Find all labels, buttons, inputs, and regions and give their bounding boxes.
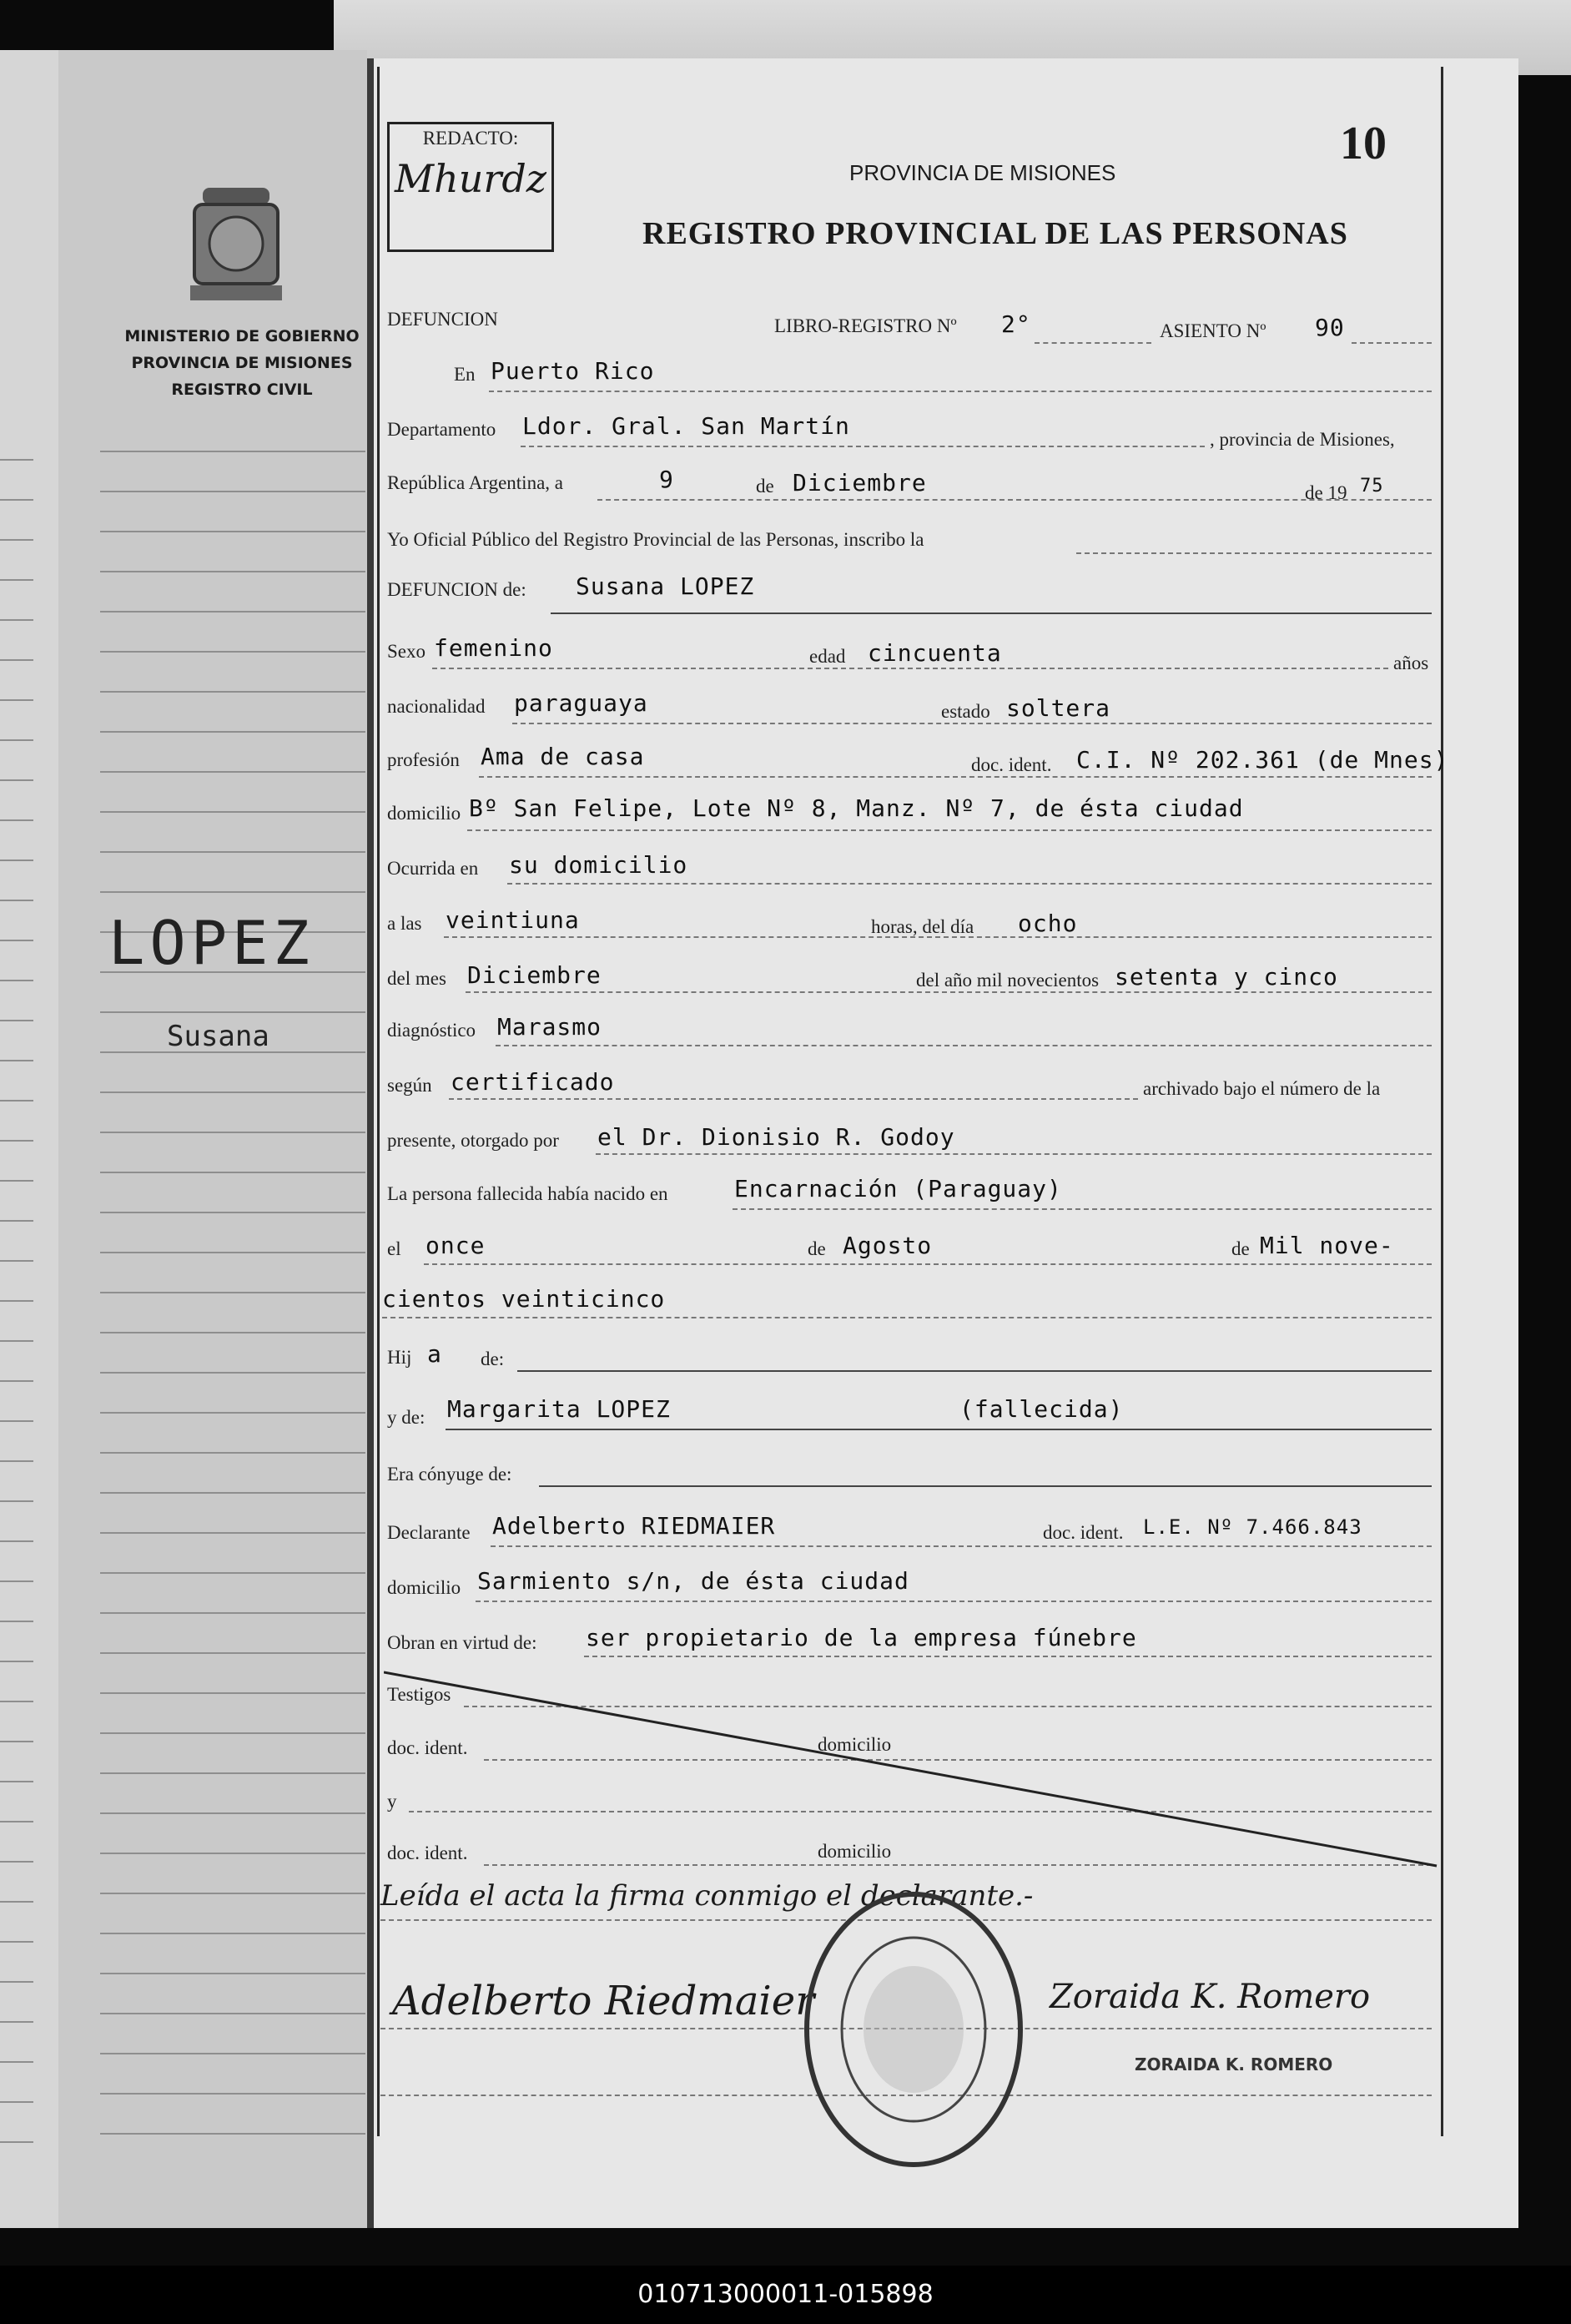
index-tick-line [0,1981,33,1983]
index-tick-line [0,659,33,661]
index-rule-line [100,1011,365,1013]
ocurrida-value: su domicilio [509,851,688,879]
index-rule-line [100,451,365,452]
index-tick-line [0,619,33,621]
index-tick-line [0,1260,33,1262]
index-tick-line [0,2061,33,2063]
testigo1-domicilio-label: domicilio [818,1734,892,1755]
index-tick-line [0,1661,33,1662]
index-surname: LOPEZ [108,908,315,978]
index-rule-line [100,1252,365,1253]
index-rule-line [100,1612,365,1614]
officer-signature: Zoraida K. Romero [1050,1978,1371,2016]
dia-value: ocho [1018,910,1078,937]
nacionalidad-label: nacionalidad [387,696,486,717]
de-label-2: de [808,1238,826,1259]
index-tick-line [0,1180,33,1182]
obran-value: ser propietario de la empresa fúnebre [586,1624,1137,1651]
hij-label: Hij [387,1347,412,1368]
cancel-diagonal-line [384,1669,1438,1869]
redacto-box [387,122,554,252]
el-label: el [387,1238,401,1259]
index-tick-line [0,1220,33,1222]
index-rule-line [100,1732,365,1734]
conyuge-label: Era cónyuge de: [387,1464,512,1485]
index-rule-line [100,1532,365,1534]
header-province: PROVINCIA DE MISIONES [849,160,1116,185]
index-rule-line [100,1292,365,1293]
libro-label: LIBRO-REGISTRO Nº [774,315,957,336]
edad-value: cincuenta [868,639,1002,667]
official-seal-icon [801,1888,1026,2171]
index-rule-line [100,851,365,853]
left-page [0,50,367,2228]
closing-text: Leída el acta la firma conmigo el declarante.- [380,1879,1034,1913]
index-tick-line [0,1060,33,1061]
index-tick-line [0,1380,33,1382]
index-rule-line [100,1412,365,1414]
presente-label: presente, otorgado por [387,1130,559,1151]
presente-value: el Dr. Dionisio R. Godoy [597,1123,955,1151]
index-rule-line [100,1172,365,1173]
declarante-domicilio-value: Sarmiento s/n, de ésta ciudad [477,1567,909,1595]
asiento-label: ASIENTO Nº [1160,320,1266,341]
hij-value: a [427,1340,442,1368]
libro-value: 2° [1001,310,1031,338]
index-tick-line [0,1701,33,1702]
index-tick-line [0,860,33,861]
index-tick-line [0,2141,33,2143]
de-label-3: de [1231,1238,1250,1259]
domicilio-label: domicilio [387,803,461,824]
ocurrida-label: Ocurrida en [387,858,479,879]
ministry-label: MINISTERIO DE GOBIERNO [124,327,360,345]
index-rule-line [100,691,365,693]
index-tick-line [0,1540,33,1542]
asiento-value: 90 [1315,314,1345,341]
el-value: once [425,1232,486,1259]
index-rule-line [100,571,365,572]
index-tick-line [0,1941,33,1943]
madre-note: (fallecida) [959,1395,1124,1423]
index-tick-line [0,539,33,541]
index-tick-line [0,739,33,741]
en-value: Puerto Rico [491,357,655,385]
mes-nacimiento-value: Agosto [843,1232,933,1259]
a-las-label: a las [387,913,422,934]
anos-label: años [1393,653,1429,673]
index-rule-line [100,2013,365,2014]
profesion-value: Ama de casa [481,743,645,770]
index-rule-line [100,1212,365,1213]
record-type-label: DEFUNCION [387,309,498,330]
header-title: REGISTRO PROVINCIAL DE LAS PERSONAS [642,216,1348,251]
index-tick-line [0,459,33,461]
index-given-name: Susana [167,1020,269,1053]
testigo2-domicilio-label: domicilio [818,1841,892,1862]
defuncion-de-value: Susana LOPEZ [576,572,755,600]
index-rule-line [100,1853,365,1854]
testigo1-doc-label: doc. ident. [387,1737,468,1758]
index-rule-line [100,2133,365,2135]
index-tick-line [0,1140,33,1142]
doc-ident-value: C.I. Nº 202.361 (de Mnes) [1076,746,1449,774]
declarante-doc-label: doc. ident. [1043,1522,1124,1543]
segun-value: certificado [451,1068,615,1096]
day-value: 9 [659,466,674,493]
index-tick-line [0,2021,33,2023]
domicilio-value: Bº San Felipe, Lote Nº 8, Manz. Nº 7, de ésta ciudad [469,794,1244,822]
index-tick-line [0,1500,33,1502]
index-tick-line [0,1020,33,1021]
index-tick-line [0,1901,33,1903]
index-tick-line [0,1821,33,1822]
y-de-label: y de: [387,1407,425,1428]
provincia-text: , provincia de Misiones, [1210,429,1395,450]
registry-label: REGISTRO CIVIL [171,381,313,399]
departamento-label: Departamento [387,419,496,440]
index-rule-line [100,611,365,613]
y-label: y [387,1791,397,1812]
diagnostico-value: Marasmo [497,1013,602,1041]
index-tick-line [0,1621,33,1622]
index-rule-line [100,1652,365,1654]
month-value: Diciembre [793,469,927,497]
mes-value: Diciembre [467,961,602,989]
archivado-text: archivado bajo el número de la [1143,1078,1381,1099]
index-rule-line [100,491,365,492]
index-rule-line [100,651,365,653]
index-rule-line [100,1812,365,1814]
index-tick-line [0,1861,33,1863]
index-rule-line [100,1933,365,1934]
index-tick-line [0,1340,33,1342]
index-rule-line [100,1772,365,1774]
ano-value: setenta y cinco [1115,963,1338,991]
estado-value: soltera [1006,694,1111,722]
nacido-label: La persona fallecida había nacido en [387,1183,668,1204]
officer-stamp: ZORAIDA K. ROMERO [1135,2054,1333,2074]
index-tick-line [0,940,33,941]
index-tick-line [0,1420,33,1422]
declarante-doc-value: L.E. Nº 7.466.843 [1143,1515,1362,1539]
index-tick-line [0,1300,33,1302]
horas-label: horas, del día [871,916,974,937]
declarante-domicilio-label: domicilio [387,1577,461,1598]
index-tick-line [0,819,33,821]
province-label: PROVINCIA DE MISIONES [131,354,353,372]
index-rule-line [100,1572,365,1574]
index-rule-line [100,1973,365,1974]
index-rule-line [100,1132,365,1133]
nacionalidad-value: paraguaya [514,689,648,717]
index-rule-line [100,771,365,773]
defuncion-de-label: DEFUNCION de: [387,579,526,600]
redacto-label: REDACTO: [422,128,519,149]
index-rule-line [100,1692,365,1694]
index-rule-line [100,1372,365,1374]
officer-text: Yo Oficial Público del Registro Provincial de las Personas, inscribo la [387,529,924,550]
en-label: En [454,364,476,385]
a-las-value: veintiuna [446,906,580,934]
page-number: 10 [1340,118,1387,169]
index-rule-line [100,531,365,532]
ano-nacimiento-value-2: cientos veinticinco [382,1285,666,1313]
archive-code: 010713000011-015898 [0,2266,1571,2324]
index-tick-line [0,579,33,581]
del-ano-label: del año mil novecientos [916,970,1100,991]
index-tick-line [0,900,33,901]
index-rule-line [100,1332,365,1333]
index-tick-line [0,499,33,501]
segun-label: según [387,1075,432,1096]
index-tick-line [0,1741,33,1742]
obran-label: Obran en virtud de: [387,1632,537,1653]
diagnostico-label: diagnóstico [387,1020,476,1041]
year-value: 75 [1360,476,1384,497]
testigo2-doc-label: doc. ident. [387,1843,468,1863]
declarante-value: Adelberto RIEDMAIER [492,1512,776,1540]
province-emblem-icon [182,184,290,309]
index-rule-line [100,891,365,893]
index-rule-line [100,1893,365,1894]
index-rule-line [100,731,365,733]
year-label: de 19 [1305,482,1347,503]
edad-label: edad [809,646,846,667]
departamento-value: Ldor. Gral. San Martín [522,412,850,440]
index-tick-line [0,699,33,701]
index-rule-line [100,811,365,813]
index-tick-line [0,1100,33,1102]
index-tick-line [0,1580,33,1582]
nacido-value: Encarnación (Paraguay) [734,1175,1062,1202]
declarant-signature: Adelberto Riedmaier [392,1978,815,2024]
madre-value: Margarita LOPEZ [447,1395,671,1423]
de-label: de [756,476,774,497]
binding [367,58,374,2228]
index-rule-line [100,1452,365,1454]
testigos-label: Testigos [387,1684,451,1705]
index-tick-line [0,1781,33,1782]
estado-label: estado [941,701,990,722]
index-tick-line [0,2101,33,2103]
del-mes-label: del mes [387,968,446,989]
index-rule-line [100,2093,365,2095]
index-tick-line [0,1460,33,1462]
padre-label: de: [481,1349,505,1369]
redacto-signature: Mhurdz [394,156,547,201]
sexo-label: Sexo [387,641,425,662]
index-tick-line [0,980,33,981]
sexo-value: femenino [434,634,553,662]
index-rule-line [100,2053,365,2054]
ano-nacimiento-value-1: Mil nove- [1260,1232,1394,1259]
index-tick-line [0,779,33,781]
index-rule-line [100,1091,365,1093]
republica-label: República Argentina, a [387,472,563,493]
declarante-label: Declarante [387,1522,471,1543]
profesion-label: profesión [387,749,460,770]
doc-ident-label: doc. ident. [971,754,1052,775]
index-rule-line [100,1492,365,1494]
